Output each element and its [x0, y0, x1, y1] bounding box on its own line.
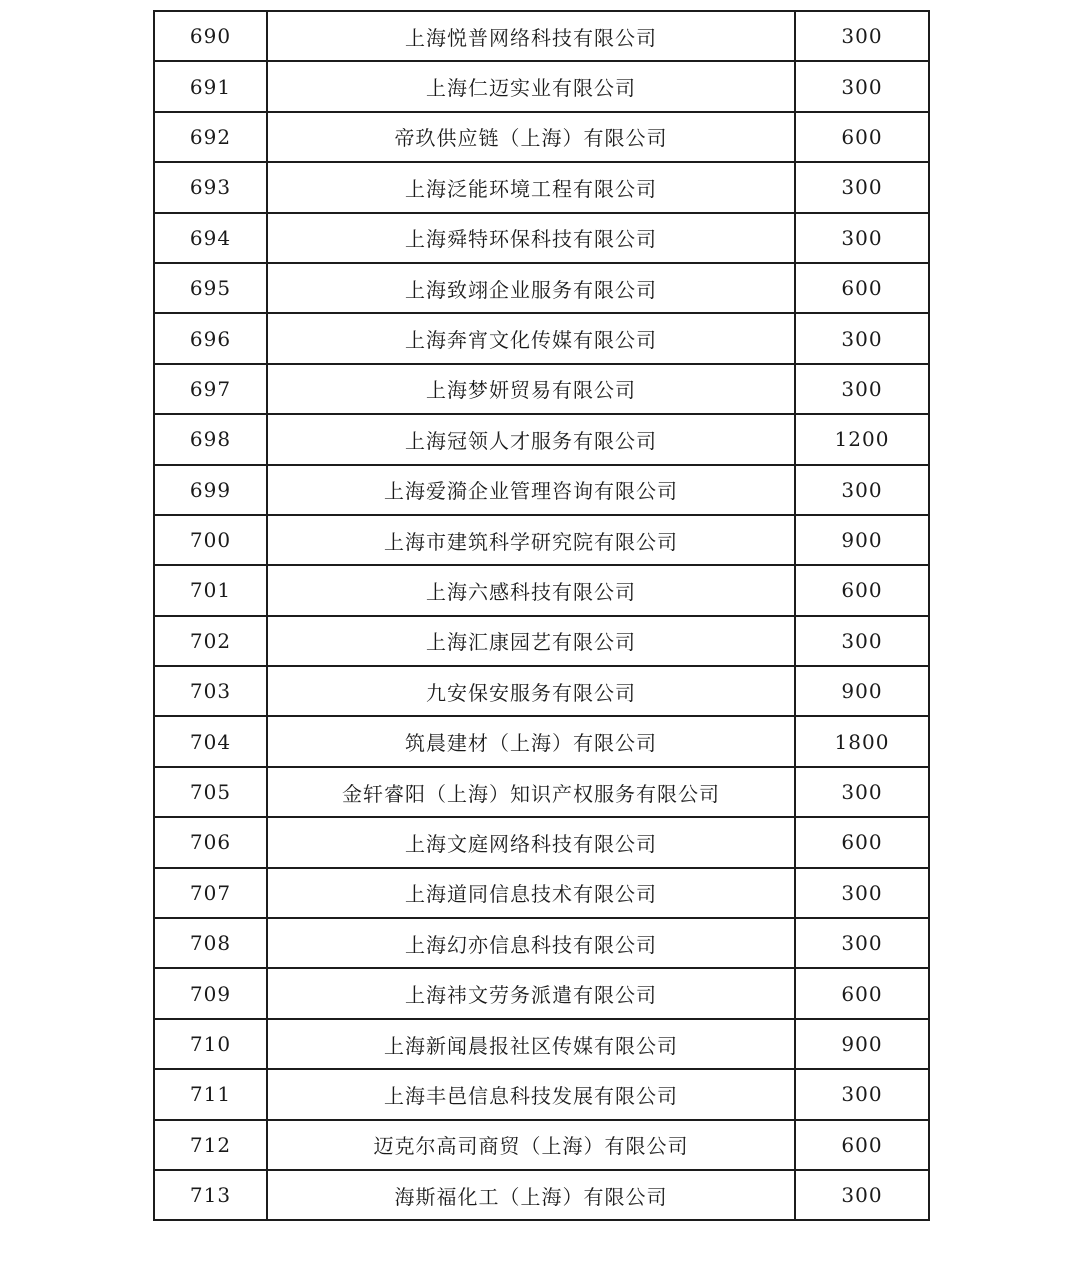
- row-number-cell: 706: [154, 817, 267, 867]
- table-row: [154, 515, 929, 565]
- table-row: [154, 616, 929, 666]
- row-number-cell: 703: [154, 666, 267, 716]
- table-row: [154, 364, 929, 414]
- row-number-cell: 705: [154, 767, 267, 817]
- table-body: [154, 11, 929, 1220]
- company-name-cell: 迈克尔高司商贸（上海）有限公司: [267, 1120, 795, 1170]
- amount-cell: 300: [795, 61, 929, 111]
- amount-cell: 600: [795, 112, 929, 162]
- table-row: [154, 465, 929, 515]
- amount-cell: 300: [795, 11, 929, 61]
- table-row: [154, 263, 929, 313]
- amount-cell: 300: [795, 1170, 929, 1220]
- table-row: [154, 918, 929, 968]
- table-row: [154, 112, 929, 162]
- company-name-cell: 上海幻亦信息科技有限公司: [267, 918, 795, 968]
- company-name-cell: 上海新闻晨报社区传媒有限公司: [267, 1019, 795, 1069]
- row-number-cell: 701: [154, 565, 267, 615]
- table-row: [154, 162, 929, 212]
- table-row: [154, 716, 929, 766]
- company-name-cell: 上海汇康园艺有限公司: [267, 616, 795, 666]
- company-name-cell: 筑晨建材（上海）有限公司: [267, 716, 795, 766]
- row-number-cell: 699: [154, 465, 267, 515]
- table-row: [154, 767, 929, 817]
- company-name-cell: 上海梦妍贸易有限公司: [267, 364, 795, 414]
- amount-cell: 300: [795, 616, 929, 666]
- table-row: [154, 565, 929, 615]
- row-number-cell: 710: [154, 1019, 267, 1069]
- amount-cell: 300: [795, 918, 929, 968]
- table-row: [154, 817, 929, 867]
- table-row: [154, 1069, 929, 1119]
- row-number-cell: 700: [154, 515, 267, 565]
- company-name-cell: 上海六感科技有限公司: [267, 565, 795, 615]
- table-row: [154, 868, 929, 918]
- company-name-cell: 上海奔宵文化传媒有限公司: [267, 313, 795, 363]
- row-number-cell: 713: [154, 1170, 267, 1220]
- company-name-cell: 上海爱漪企业管理咨询有限公司: [267, 465, 795, 515]
- document-page: [153, 10, 928, 1221]
- amount-cell: 300: [795, 364, 929, 414]
- company-name-cell: 上海仁迈实业有限公司: [267, 61, 795, 111]
- row-number-cell: 707: [154, 868, 267, 918]
- amount-cell: 900: [795, 515, 929, 565]
- row-number-cell: 708: [154, 918, 267, 968]
- amount-cell: 300: [795, 1069, 929, 1119]
- amount-cell: 900: [795, 1019, 929, 1069]
- company-name-cell: 上海舜特环保科技有限公司: [267, 213, 795, 263]
- row-number-cell: 712: [154, 1120, 267, 1170]
- table-row: [154, 1120, 929, 1170]
- company-name-cell: 上海祎文劳务派遣有限公司: [267, 968, 795, 1018]
- amount-cell: 600: [795, 817, 929, 867]
- row-number-cell: 693: [154, 162, 267, 212]
- row-number-cell: 702: [154, 616, 267, 666]
- row-number-cell: 692: [154, 112, 267, 162]
- amount-cell: 600: [795, 263, 929, 313]
- row-number-cell: 696: [154, 313, 267, 363]
- amount-cell: 600: [795, 1120, 929, 1170]
- company-name-cell: 上海道同信息技术有限公司: [267, 868, 795, 918]
- row-number-cell: 691: [154, 61, 267, 111]
- company-name-cell: 海斯福化工（上海）有限公司: [267, 1170, 795, 1220]
- company-name-cell: 上海致翊企业服务有限公司: [267, 263, 795, 313]
- amount-cell: 300: [795, 767, 929, 817]
- company-name-cell: 帝玖供应链（上海）有限公司: [267, 112, 795, 162]
- table-row: [154, 666, 929, 716]
- row-number-cell: 690: [154, 11, 267, 61]
- table-row: [154, 414, 929, 464]
- company-name-cell: 上海悦普网络科技有限公司: [267, 11, 795, 61]
- company-name-cell: 上海市建筑科学研究院有限公司: [267, 515, 795, 565]
- amount-cell: 300: [795, 868, 929, 918]
- row-number-cell: 697: [154, 364, 267, 414]
- table-row: [154, 1170, 929, 1220]
- amount-cell: 1200: [795, 414, 929, 464]
- company-name-cell: 九安保安服务有限公司: [267, 666, 795, 716]
- amount-cell: 600: [795, 968, 929, 1018]
- table-row: [154, 61, 929, 111]
- amount-cell: 300: [795, 465, 929, 515]
- company-name-cell: 金轩睿阳（上海）知识产权服务有限公司: [267, 767, 795, 817]
- row-number-cell: 711: [154, 1069, 267, 1119]
- table-row: [154, 11, 929, 61]
- table-row: [154, 968, 929, 1018]
- table-row: [154, 213, 929, 263]
- company-name-cell: 上海丰邑信息科技发展有限公司: [267, 1069, 795, 1119]
- amount-cell: 600: [795, 565, 929, 615]
- table-row: [154, 1019, 929, 1069]
- row-number-cell: 704: [154, 716, 267, 766]
- company-name-cell: 上海文庭网络科技有限公司: [267, 817, 795, 867]
- company-name-cell: 上海泛能环境工程有限公司: [267, 162, 795, 212]
- company-name-cell: 上海冠领人才服务有限公司: [267, 414, 795, 464]
- amount-cell: 300: [795, 213, 929, 263]
- amount-cell: 900: [795, 666, 929, 716]
- row-number-cell: 694: [154, 213, 267, 263]
- company-amount-table: [153, 10, 930, 1221]
- row-number-cell: 698: [154, 414, 267, 464]
- row-number-cell: 695: [154, 263, 267, 313]
- amount-cell: 300: [795, 162, 929, 212]
- amount-cell: 1800: [795, 716, 929, 766]
- table-row: [154, 313, 929, 363]
- amount-cell: 300: [795, 313, 929, 363]
- row-number-cell: 709: [154, 968, 267, 1018]
